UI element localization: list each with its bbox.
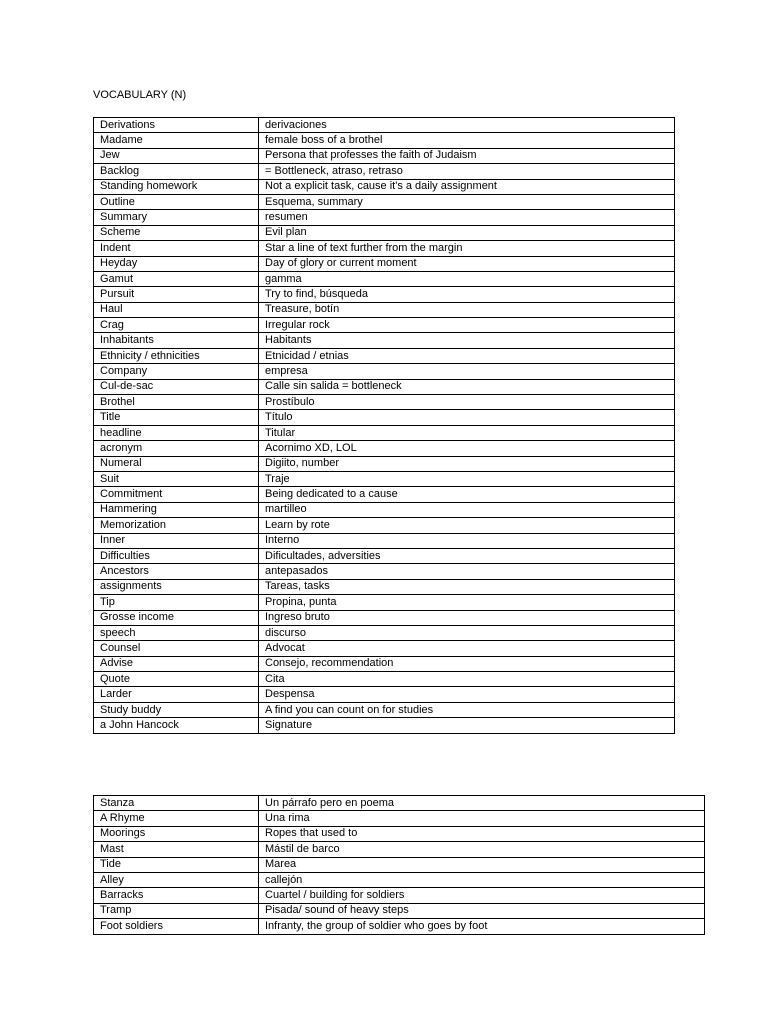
table-row (94, 133, 675, 148)
table-row (94, 641, 675, 656)
table-row (94, 456, 675, 471)
term-cell: Suit (94, 471, 259, 486)
definition-cell: Un párrafo pero en poema (259, 796, 705, 811)
definition-cell: Titular (259, 425, 675, 440)
table-row (94, 872, 705, 887)
term-cell: Backlog (94, 164, 259, 179)
table-row (94, 410, 675, 425)
table-row (94, 826, 705, 841)
table-row (94, 441, 675, 456)
term-cell: A Rhyme (94, 811, 259, 826)
table-row (94, 502, 675, 517)
vocabulary-table-2 (93, 795, 705, 935)
table-row (94, 610, 675, 625)
term-cell: Company (94, 364, 259, 379)
definition-cell: Star a line of text further from the margin (259, 241, 675, 256)
table-row (94, 256, 675, 271)
definition-cell: Acornimo XD, LOL (259, 441, 675, 456)
term-cell: a John Hancock (94, 718, 259, 733)
table-row (94, 194, 675, 209)
table-row (94, 271, 675, 286)
term-cell: Stanza (94, 796, 259, 811)
term-cell: headline (94, 425, 259, 440)
definition-cell: Etnicidad / etnias (259, 348, 675, 363)
table-row (94, 164, 675, 179)
vocabulary-table-1 (93, 117, 675, 734)
definition-cell: Despensa (259, 687, 675, 702)
definition-cell: martilleo (259, 502, 675, 517)
table-row (94, 333, 675, 348)
definition-cell: Try to find, búsqueda (259, 287, 675, 302)
term-cell: Heyday (94, 256, 259, 271)
term-cell: Tip (94, 595, 259, 610)
definition-cell: Learn by rote (259, 518, 675, 533)
definition-cell: derivaciones (259, 118, 675, 133)
document-title: VOCABULARY (N) (93, 89, 187, 101)
table-row (94, 148, 675, 163)
term-cell: Counsel (94, 641, 259, 656)
term-cell: Cul-de-sac (94, 379, 259, 394)
term-cell: Numeral (94, 456, 259, 471)
definition-cell: Treasure, botín (259, 302, 675, 317)
definition-cell: Propina, punta (259, 595, 675, 610)
definition-cell: Ingreso bruto (259, 610, 675, 625)
definition-cell: Dificultades, adversities (259, 548, 675, 563)
definition-cell: discurso (259, 625, 675, 640)
term-cell: Memorization (94, 518, 259, 533)
table-row (94, 425, 675, 440)
term-cell: Jew (94, 148, 259, 163)
term-cell: Quote (94, 672, 259, 687)
term-cell: Inner (94, 533, 259, 548)
vocabulary-table-1-body (94, 118, 675, 734)
term-cell: Derivations (94, 118, 259, 133)
definition-cell: resumen (259, 210, 675, 225)
term-cell: acronym (94, 441, 259, 456)
definition-cell: Advocat (259, 641, 675, 656)
table-row (94, 241, 675, 256)
definition-cell: Una rima (259, 811, 705, 826)
table-row (94, 842, 705, 857)
term-cell: Commitment (94, 487, 259, 502)
definition-cell: Cita (259, 672, 675, 687)
table-row (94, 718, 675, 733)
term-cell: Tide (94, 857, 259, 872)
definition-cell: Evil plan (259, 225, 675, 240)
table-row (94, 379, 675, 394)
term-cell: Ancestors (94, 564, 259, 579)
definition-cell: Day of glory or current moment (259, 256, 675, 271)
term-cell: Pursuit (94, 287, 259, 302)
definition-cell: Interno (259, 533, 675, 548)
definition-cell: empresa (259, 364, 675, 379)
table-row (94, 595, 675, 610)
table-row (94, 348, 675, 363)
definition-cell: Infranty, the group of soldier who goes by foot (259, 919, 705, 934)
term-cell: speech (94, 625, 259, 640)
table-row (94, 533, 675, 548)
term-cell: assignments (94, 579, 259, 594)
table-row (94, 656, 675, 671)
term-cell: Brothel (94, 395, 259, 410)
term-cell: Grosse income (94, 610, 259, 625)
table-row (94, 287, 675, 302)
vocabulary-table-2-body (94, 796, 705, 935)
definition-cell: female boss of a brothel (259, 133, 675, 148)
definition-cell: Digiito, number (259, 456, 675, 471)
definition-cell: Tareas, tasks (259, 579, 675, 594)
table-row (94, 687, 675, 702)
definition-cell: Calle sin salida = bottleneck (259, 379, 675, 394)
term-cell: Difficulties (94, 548, 259, 563)
definition-cell: Consejo, recommendation (259, 656, 675, 671)
table-row (94, 625, 675, 640)
table-row (94, 564, 675, 579)
term-cell: Larder (94, 687, 259, 702)
term-cell: Outline (94, 194, 259, 209)
definition-cell: Título (259, 410, 675, 425)
table-row (94, 302, 675, 317)
table-row (94, 903, 705, 918)
table-row (94, 518, 675, 533)
definition-cell: Traje (259, 471, 675, 486)
definition-cell: Not a explicit task, cause it's a daily assignment (259, 179, 675, 194)
table-row (94, 471, 675, 486)
term-cell: Advise (94, 656, 259, 671)
term-cell: Hammering (94, 502, 259, 517)
term-cell: Alley (94, 872, 259, 887)
table-row (94, 702, 675, 717)
table-row (94, 179, 675, 194)
term-cell: Madame (94, 133, 259, 148)
definition-cell: Irregular rock (259, 318, 675, 333)
definition-cell: Signature (259, 718, 675, 733)
term-cell: Ethnicity / ethnicities (94, 348, 259, 363)
term-cell: Scheme (94, 225, 259, 240)
term-cell: Mast (94, 842, 259, 857)
definition-cell: gamma (259, 271, 675, 286)
table-row (94, 857, 705, 872)
definition-cell: A find you can count on for studies (259, 702, 675, 717)
table-row (94, 118, 675, 133)
definition-cell: callejón (259, 872, 705, 887)
table-row (94, 888, 705, 903)
table-row (94, 919, 705, 934)
term-cell: Indent (94, 241, 259, 256)
term-cell: Haul (94, 302, 259, 317)
definition-cell: Persona that professes the faith of Judaism (259, 148, 675, 163)
term-cell: Moorings (94, 826, 259, 841)
definition-cell: Cuartel / building for soldiers (259, 888, 705, 903)
table-row (94, 796, 705, 811)
definition-cell: antepasados (259, 564, 675, 579)
table-row (94, 364, 675, 379)
term-cell: Study buddy (94, 702, 259, 717)
term-cell: Standing homework (94, 179, 259, 194)
table-row (94, 672, 675, 687)
term-cell: Barracks (94, 888, 259, 903)
definition-cell: Ropes that used to (259, 826, 705, 841)
table-row (94, 811, 705, 826)
term-cell: Crag (94, 318, 259, 333)
table-row (94, 210, 675, 225)
definition-cell: Pisada/ sound of heavy steps (259, 903, 705, 918)
term-cell: Title (94, 410, 259, 425)
table-row (94, 487, 675, 502)
term-cell: Summary (94, 210, 259, 225)
table-row (94, 395, 675, 410)
term-cell: Foot soldiers (94, 919, 259, 934)
table-row (94, 548, 675, 563)
table-row (94, 225, 675, 240)
definition-cell: = Bottleneck, atraso, retraso (259, 164, 675, 179)
table-row (94, 579, 675, 594)
definition-cell: Esquema, summary (259, 194, 675, 209)
term-cell: Gamut (94, 271, 259, 286)
term-cell: Tramp (94, 903, 259, 918)
definition-cell: Marea (259, 857, 705, 872)
definition-cell: Prostíbulo (259, 395, 675, 410)
table-row (94, 318, 675, 333)
definition-cell: Mástil de barco (259, 842, 705, 857)
term-cell: Inhabitants (94, 333, 259, 348)
definition-cell: Being dedicated to a cause (259, 487, 675, 502)
definition-cell: Habitants (259, 333, 675, 348)
